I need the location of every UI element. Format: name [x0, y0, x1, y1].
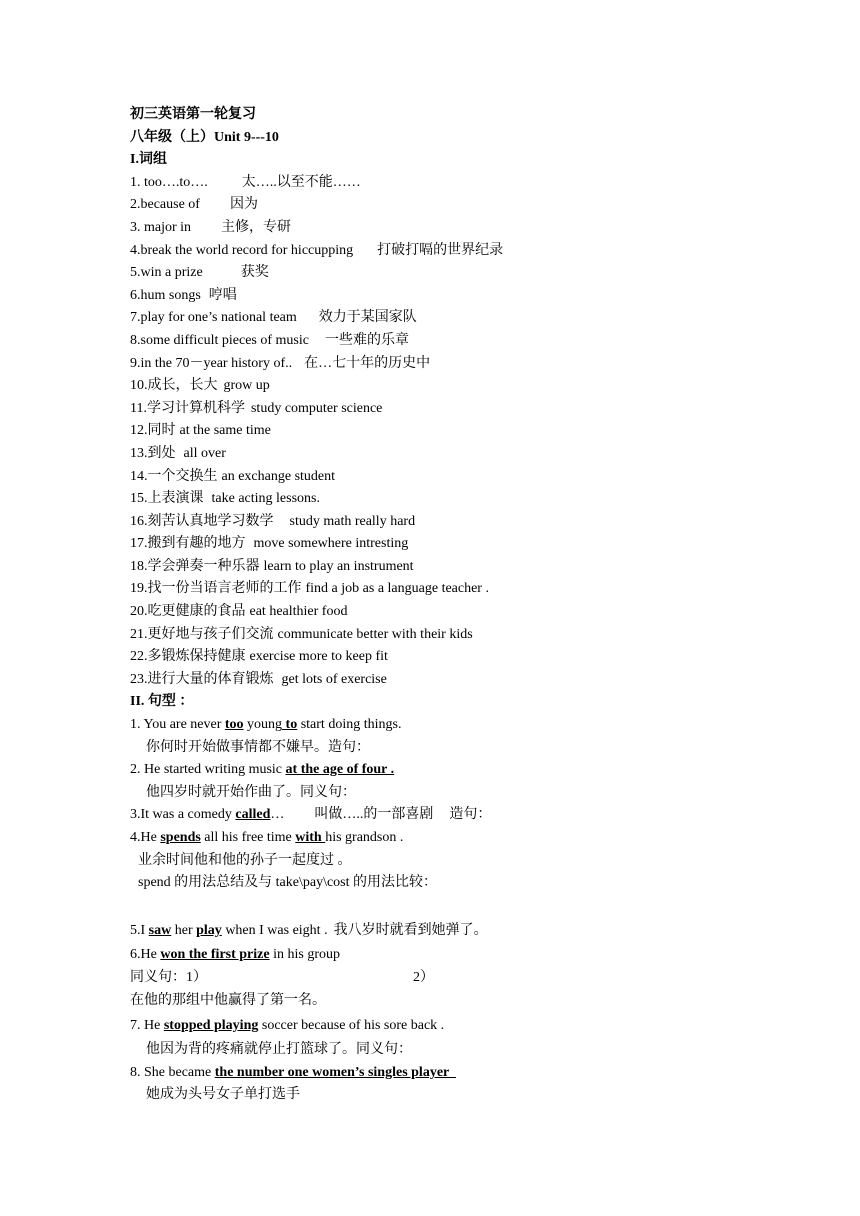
- list-item: 6.hum songs 哼唱: [130, 287, 237, 303]
- sentence-4-note: spend 的用法总结及与 take\pay\cost 的用法比较：: [138, 875, 438, 891]
- list-item: 7.play for one’s national team 效力于某国家队: [130, 310, 417, 326]
- list-item: 1. too….to…. 太…..以至不能……: [130, 174, 361, 190]
- sentence-8: 8. She became the number one women’s singles player: [130, 1064, 449, 1080]
- list-item: 18.学会弹奏一种乐器 learn to play an instrument: [130, 558, 414, 574]
- list-item: 14.一个交换生 an exchange student: [130, 468, 336, 484]
- list-item: 12.同时 at the same time: [130, 423, 271, 439]
- list-item: 21.更好地与孩子们交流 communicate better with their kids: [130, 626, 473, 642]
- sentence-2-translation: 他四岁时就开始作曲了。同义句：: [146, 784, 356, 800]
- sentence-8-translation: 她成为头号女子单打选手: [146, 1087, 300, 1103]
- list-item: 15.上表演课 take acting lessons.: [130, 491, 320, 507]
- list-item: 4.break the world record for hiccupping 打破打嗝的世界纪录: [130, 242, 504, 258]
- section-sentences-heading: II. 句型 ：: [130, 694, 194, 710]
- sentence-5: 5.I saw her play when I was eight . 我八岁时就看到她弹了。: [130, 923, 488, 939]
- document-subtitle: 八年级（上）Unit 9---10: [130, 129, 279, 145]
- list-item: 2.because of 因为: [130, 197, 258, 213]
- sentence-4: 4.He spends all his free time with his grandson .: [130, 830, 404, 845]
- list-item: 3. major in 主修，专研: [130, 219, 292, 235]
- list-item: 22.多锻炼保持健康 exercise more to keep fit: [130, 649, 388, 665]
- sentence-3: 3.It was a comedy called… 叫做…..的一部喜剧 造句：: [130, 807, 492, 823]
- list-item: 9.in the 70－year history of.. 在…七十年的历史中: [130, 355, 431, 371]
- section-phrases-heading: I.词组: [130, 152, 167, 168]
- list-item: 10.成长，长大 grow up: [130, 378, 270, 394]
- sentence-4-translation: 业余时间他和他的孙子一起度过 。: [138, 852, 352, 868]
- phrase-list: [130, 172, 770, 692]
- sentence-6-translation: 在他的那组中他赢得了第一名。: [130, 992, 326, 1008]
- blank-line: [130, 895, 770, 918]
- list-item: 20.吃更健康的食品 eat healthier food: [130, 604, 348, 620]
- list-item: 8.some difficult pieces of music 一些难的乐章: [130, 332, 409, 348]
- sentence-7-translation: 他因为背的疼痛就停止打篮球了。同义句：: [146, 1042, 412, 1058]
- sentence-1-translation: 你何时开始做事情都不嫌早。造句：: [146, 739, 370, 755]
- sentence-6-synonyms: 同义句：1） 2）: [130, 969, 434, 985]
- sentence-1: 1. You are never too young to start doing things.: [130, 717, 402, 733]
- list-item: 23.进行大量的体育锻炼 get lots of exercise: [130, 671, 387, 687]
- sentence-6: 6.He won the first prize in his group: [130, 947, 340, 963]
- list-item: 16.刻苦认真地学习数学 study math really hard: [130, 513, 416, 529]
- document-content: [130, 104, 770, 1107]
- list-item: 11.学习计算机科学 study computer science: [130, 400, 383, 416]
- list-item: 5.win a prize 获奖: [130, 265, 269, 281]
- list-item: 17.搬到有趣的地方 move somewhere intresting: [130, 536, 409, 552]
- sentence-2: 2. He started writing music at the age of four .: [130, 762, 395, 778]
- sentence-7: 7. He stopped playing soccer because of his sore back .: [130, 1018, 445, 1034]
- list-item: 19.找一份当语言老师的工作 find a job as a language teacher .: [130, 581, 489, 597]
- document-title: 初三英语第一轮复习: [130, 107, 256, 122]
- list-item: 13.到处 all over: [130, 445, 226, 461]
